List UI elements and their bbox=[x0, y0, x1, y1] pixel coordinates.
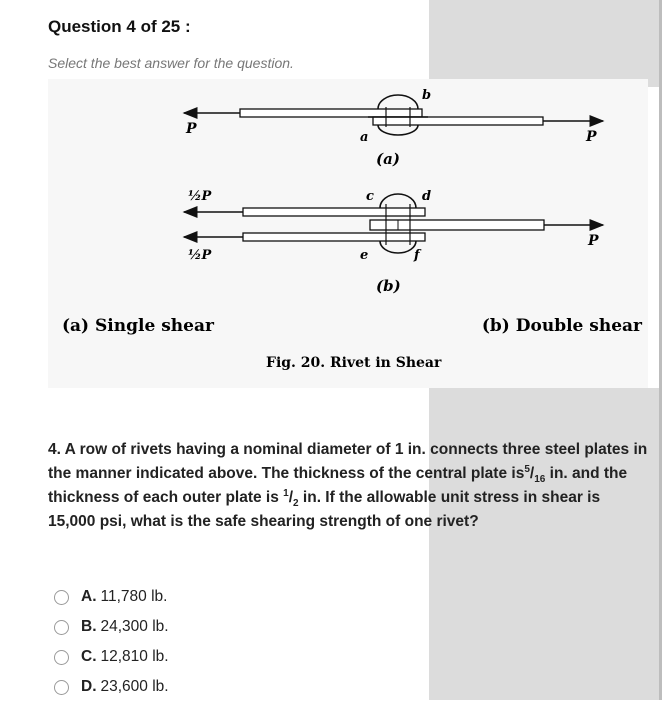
point-b: b bbox=[422, 88, 432, 103]
radio-button-c[interactable] bbox=[54, 650, 69, 665]
fraction1-numerator: 5 bbox=[524, 463, 530, 475]
caption-double-shear: (b) Double shear bbox=[481, 316, 642, 336]
caption-single-shear: (a) Single shear bbox=[62, 316, 214, 336]
point-a: a bbox=[360, 130, 369, 145]
label-p-left-a: P bbox=[186, 121, 197, 137]
view-a-label: (a) bbox=[376, 150, 400, 168]
fraction1-denominator: 16 bbox=[534, 474, 546, 486]
double-shear-drawing bbox=[184, 194, 603, 253]
radio-button-a[interactable] bbox=[54, 590, 69, 605]
label-half-p-bottom: ½P bbox=[188, 248, 212, 263]
point-e: e bbox=[360, 248, 369, 263]
background-panel-bottom bbox=[429, 388, 662, 700]
point-c: c bbox=[366, 189, 374, 204]
option-letter: C. bbox=[81, 648, 97, 665]
radio-button-d[interactable] bbox=[54, 680, 69, 695]
question-text-part1: A row of rivets having a nominal diameter of 1 in. connects three steel plates in the manner indicated above. The thickness of the central plate is bbox=[48, 441, 648, 482]
label-p-right-b: P bbox=[588, 233, 599, 249]
question-number: 4. bbox=[48, 441, 61, 458]
radio-button-b[interactable] bbox=[54, 620, 69, 635]
point-d: d bbox=[422, 189, 432, 204]
rivet-diagram bbox=[48, 79, 648, 388]
fraction2-denominator: 2 bbox=[293, 498, 299, 510]
question-text: 4. A row of rivets having a nominal diameter of 1 in. connects three steel plates in the manner indicated above. The thickness of the central plate $is^5/_{16}$ in. and the thickness of each outer plate is $^1/_2$ in. If the allowable unit stress in shear is 15,000 psi, what is the safe shearing strength of one rivet? bbox=[48, 441, 648, 530]
answer-options bbox=[54, 582, 169, 702]
option-letter: B. bbox=[81, 618, 97, 635]
question-instruction: Select the best answer for the question. bbox=[48, 55, 294, 71]
label-p-right-a: P bbox=[586, 129, 597, 145]
label-half-p-top: ½P bbox=[188, 189, 212, 204]
option-letter: A. bbox=[81, 588, 97, 605]
background-panel-top bbox=[429, 0, 662, 87]
option-value: 24,300 lb. bbox=[100, 618, 169, 635]
rivet-shear-figure bbox=[48, 79, 648, 388]
fraction2-numerator: 1 bbox=[283, 487, 289, 499]
single-shear-drawing bbox=[184, 95, 603, 135]
option-value: 23,600 lb. bbox=[100, 678, 169, 695]
question-text-part2: in. and the thickness of each outer plate is bbox=[48, 465, 628, 506]
view-b-label: (b) bbox=[376, 277, 401, 295]
option-d[interactable] bbox=[54, 672, 169, 702]
point-f: f bbox=[414, 248, 420, 263]
option-b[interactable] bbox=[54, 612, 169, 642]
question-text-part3: in. If the allowable unit stress in shear is 15,000 psi, what is the safe shearing strength of one rivet? bbox=[48, 489, 601, 530]
figure-title: Fig. 20. Rivet in Shear bbox=[266, 355, 442, 371]
question-title: Question 4 of 25 : bbox=[48, 17, 191, 36]
option-value: 11,780 lb. bbox=[100, 588, 168, 605]
option-c[interactable] bbox=[54, 642, 169, 672]
option-letter: D. bbox=[81, 678, 97, 695]
option-a[interactable] bbox=[54, 582, 169, 612]
option-value: 12,810 lb. bbox=[100, 648, 169, 665]
